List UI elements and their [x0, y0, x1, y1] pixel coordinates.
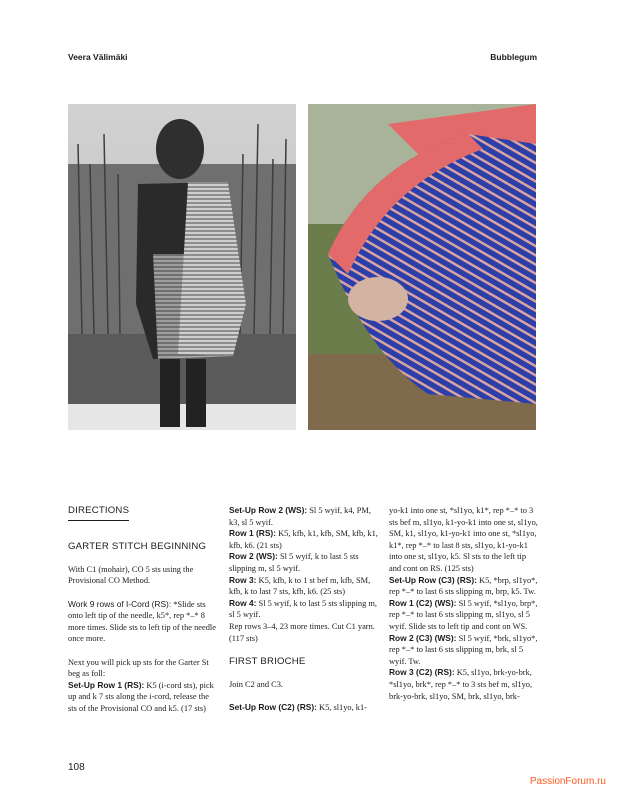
row-1: Row 1 (RS): K5, kfb, k1, kfb, SM, kfb, k1, kfb, k6. (21 sts): [229, 528, 378, 550]
repeat-instruction: Rep rows 3–4, 23 more times. Cut C1 yarn. (117 sts): [229, 621, 375, 643]
brioche-row-2: Row 2 (C3) (WS): Sl 5 wyif, *brk, sl1yo*, rep *–* to last 6 sts slipping m, brk, sl 5 wyif. Tw.: [389, 632, 538, 666]
pick-up-instruction: Next you will pick up sts for the Garter St beg as foll:: [68, 657, 209, 679]
page-number: 108: [68, 762, 85, 773]
brioche-shawl-detail-photo: [308, 104, 536, 430]
column-2: [229, 505, 379, 714]
author-name: Veera Välimäki: [68, 52, 128, 62]
brioche-row-3: Row 3 (C2) (RS): K5, sl1yo, brk-yo-brk, *sl1yo, brk*, rep *–* to 3 sts bef m, sl1yo, brk-yo-brk, sl1yo, SM, brk, sl1yo, brk-: [389, 667, 533, 701]
set-up-row-2: Set-Up Row 2 (WS): Sl 5 wyif, k4, PM, k3, sl 5 wyif.: [229, 505, 371, 527]
set-up-row-c3: Set-Up Row (C3) (RS): K5, *brp, sl1yo*, rep *–* to last 6 sts slipping m, brp, k5. Tw.: [389, 574, 538, 597]
set-up-row-1: Set-Up Row 1 (RS): K5 (i-cord sts), pick up and k 7 sts along the i-cord, release the sts of the Provisional CO and k5. (17 sts): [68, 679, 214, 713]
row-2: Row 2 (WS): Sl 5 wyif, k to last 5 sts slipping m, sl 5 wyif.: [229, 551, 359, 573]
row-3: Row 3: K5, kfb, k to 1 st bef m, kfb, SM, kfb, k to last 7 sts, kfb, k6. (25 sts): [229, 574, 371, 597]
row-4: Row 4: Sl 5 wyif, k to last 5 sts slipping m, sl 5 wyif.: [229, 597, 377, 620]
shawl-back-view-photo: [68, 104, 296, 430]
first-brioche-heading: FIRST BRIOCHE: [229, 655, 306, 667]
watermark: PassionForum.ru: [529, 776, 606, 787]
i-cord-instruction: Work 9 rows of I-Cord (RS): *Slide sts onto left tip of the needle, k5*, rep *–* 8 more times. Slide sts to left tip of the needle once more.: [68, 598, 216, 644]
column-3: [389, 505, 539, 702]
pattern-title: Bubblegum: [490, 52, 537, 62]
brioche-row-1: Row 1 (C2) (WS): Sl 5 wyif, *sl1yo, brp*, rep *–* to last 6 sts slipping m, sl1yo, sl 5 wyif. Slide sts to left tip and cont on WS.: [389, 597, 538, 631]
co-instruction: With C1 (mohair), CO 5 sts using the Provisional CO Method.: [68, 564, 194, 586]
directions-heading: DIRECTIONS: [68, 505, 129, 521]
set-up-row-c2-continued: yo-k1 into one st, *sl1yo, k1*, rep *–* to 3 sts bef m, sl1yo, k1-yo-k1 into one st, sl1yo, SM, k1, sl1yo, k1-yo-k1 into one st, *sl1yo, k1*, rep *–* to last 8 sts, sl1yo, k1-yo-k1 into one st, sl1yo, k5. Sl sts to the left tip and cont on RS. (125 sts): [389, 506, 538, 573]
column-1: [68, 505, 218, 715]
join-instruction: Join C2 and C3.: [229, 679, 283, 689]
set-up-row-c2: Set-Up Row (C2) (RS): K5, sl1yo, k1-: [229, 702, 367, 713]
garter-stitch-heading: GARTER STITCH BEGINNING: [68, 540, 207, 552]
